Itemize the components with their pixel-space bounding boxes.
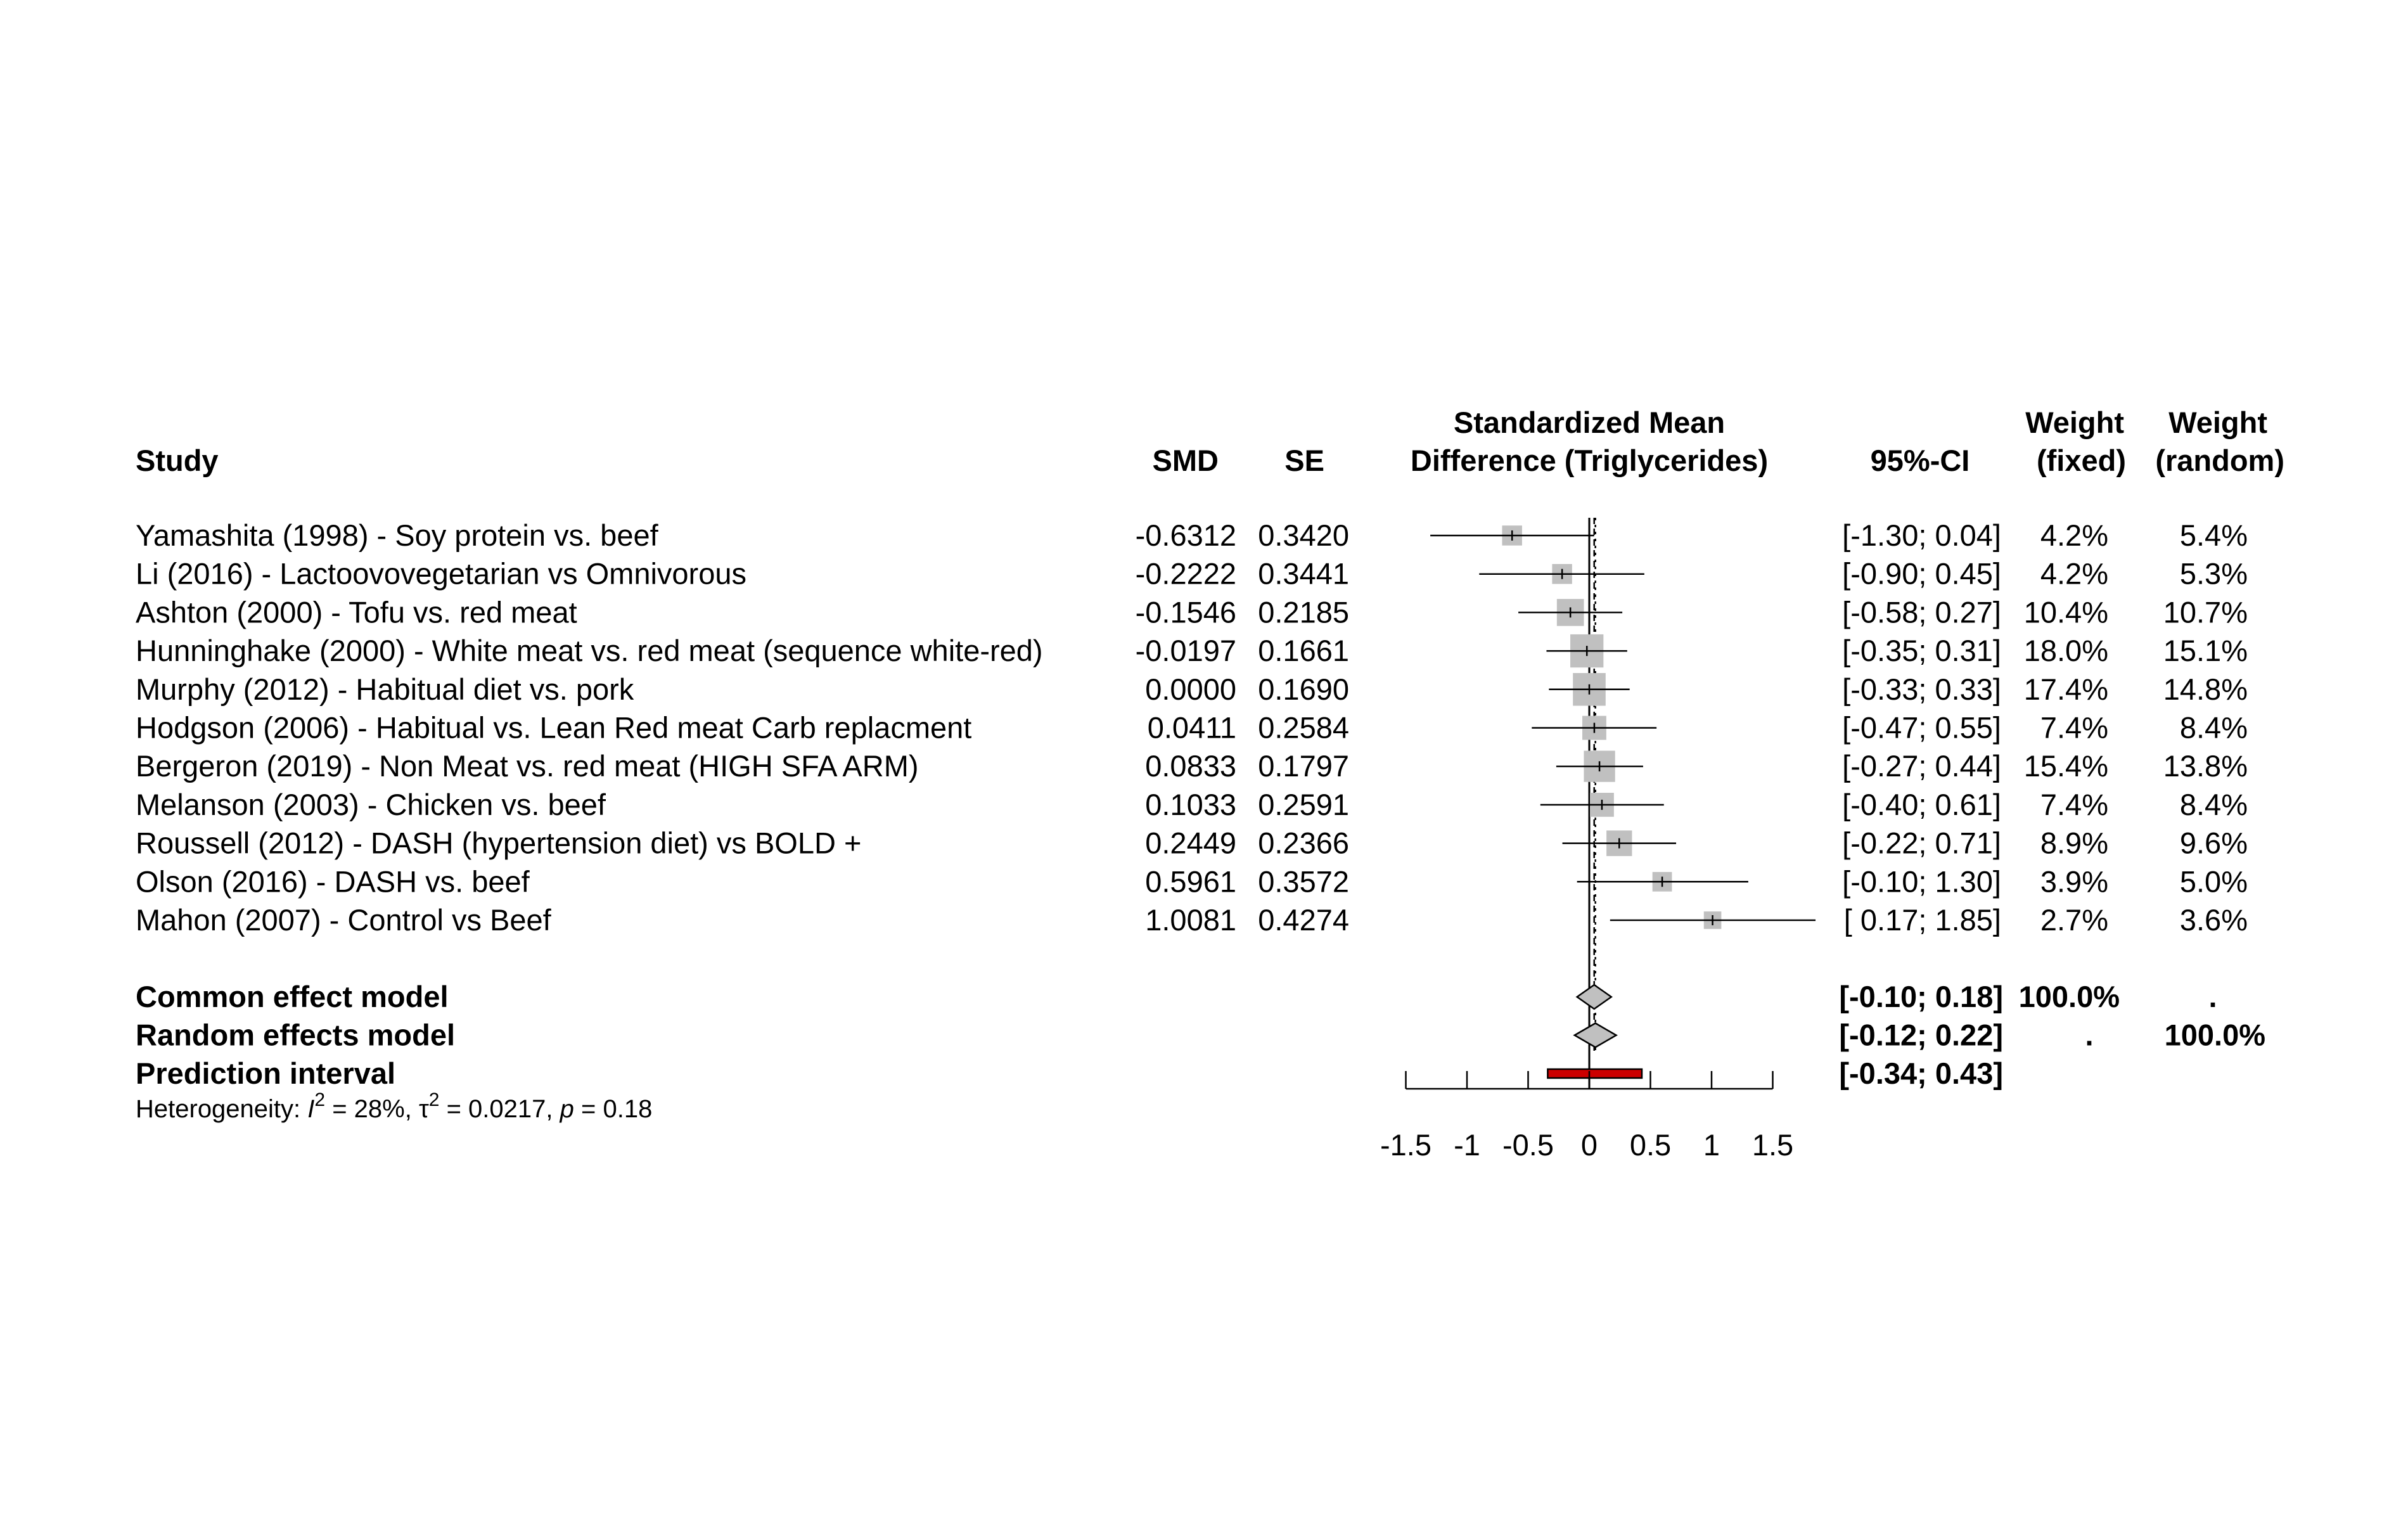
ci-value: [-0.90; 0.45] xyxy=(1842,556,2001,591)
smd-value: 0.0833 xyxy=(1145,749,1236,783)
header-effect-line1: Standardized Mean xyxy=(1453,406,1726,439)
se-value: 0.3441 xyxy=(1258,556,1349,591)
weight-fixed-value: 2.7% xyxy=(2040,903,2108,937)
se-value: 0.1797 xyxy=(1258,749,1349,783)
weight-random-value: 8.4% xyxy=(2179,787,2248,821)
x-tick-label: -1 xyxy=(1454,1128,1480,1162)
prediction-interval-bar xyxy=(1547,1069,1642,1078)
plot-area xyxy=(1380,518,1816,1162)
x-tick-label: 1.5 xyxy=(1752,1128,1794,1162)
weight-random-value: 5.0% xyxy=(2179,864,2248,899)
heterogeneity-text xyxy=(136,1089,652,1123)
summary-label: Random effects model xyxy=(136,1018,456,1052)
smd-value: 0.5961 xyxy=(1145,864,1236,899)
x-tick-label: -1.5 xyxy=(1380,1128,1431,1162)
study-name: Olson (2016) - DASH vs. beef xyxy=(136,864,530,899)
ci-value: [-0.10; 1.30] xyxy=(1842,864,2001,899)
ci-value: [-0.33; 0.33] xyxy=(1842,672,2001,706)
weight-fixed-value: 10.4% xyxy=(2023,595,2108,629)
summary-diamond xyxy=(1575,1024,1617,1048)
weight-random-value: 14.8% xyxy=(2163,672,2248,706)
header-row xyxy=(136,406,2284,477)
het-tau-value: = 0.0217, xyxy=(439,1095,560,1123)
x-tick-label: 1 xyxy=(1703,1128,1720,1162)
summary-weight-random: . xyxy=(2208,980,2217,1013)
study-name: Roussell (2012) - DASH (hypertension diet) vs BOLD + xyxy=(136,826,862,860)
study-name: Melanson (2003) - Chicken vs. beef xyxy=(136,787,606,821)
ci-value: [ 0.17; 1.85] xyxy=(1843,903,2001,937)
study-name: Hodgson (2006) - Habitual vs. Lean Red meat Carb replacment xyxy=(136,710,972,745)
weight-random-value: 3.6% xyxy=(2179,903,2248,937)
het-p-letter: p xyxy=(560,1095,574,1123)
header-weight-random-line2: (random) xyxy=(2155,444,2284,477)
study-rows xyxy=(136,518,2265,1090)
weight-fixed-value: 8.9% xyxy=(2040,826,2108,860)
smd-value: 0.0000 xyxy=(1145,672,1236,706)
weight-random-value: 10.7% xyxy=(2163,595,2248,629)
weight-fixed-value: 4.2% xyxy=(2040,518,2108,552)
header-study: Study xyxy=(136,444,219,477)
het-tau-letter: τ xyxy=(418,1095,429,1123)
het-tau-sup: 2 xyxy=(428,1089,440,1110)
study-name: Hunninghake (2000) - White meat vs. red meat (sequence white-red) xyxy=(136,634,1043,668)
se-value: 0.2366 xyxy=(1258,826,1349,860)
ci-value: [-0.40; 0.61] xyxy=(1842,787,2001,821)
study-name: Bergeron (2019) - Non Meat vs. red meat (HIGH SFA ARM) xyxy=(136,749,919,783)
se-value: 0.3572 xyxy=(1258,864,1349,899)
summary-weight-fixed: . xyxy=(2085,1018,2094,1052)
smd-value: -0.1546 xyxy=(1135,595,1236,629)
smd-value: -0.0197 xyxy=(1135,634,1236,668)
weight-fixed-value: 7.4% xyxy=(2040,787,2108,821)
study-name: Yamashita (1998) - Soy protein vs. beef xyxy=(136,518,658,552)
weight-fixed-value: 4.2% xyxy=(2040,556,2108,591)
header-smd: SMD xyxy=(1152,444,1219,477)
weight-random-value: 8.4% xyxy=(2179,710,2248,745)
se-value: 0.1690 xyxy=(1258,672,1349,706)
ci-value: [-0.22; 0.71] xyxy=(1842,826,2001,860)
se-value: 0.1661 xyxy=(1258,634,1349,668)
weight-random-value: 15.1% xyxy=(2163,634,2248,668)
weight-fixed-value: 18.0% xyxy=(2023,634,2108,668)
smd-value: 0.1033 xyxy=(1145,787,1236,821)
weight-fixed-value: 15.4% xyxy=(2023,749,2108,783)
header-weight-random-line1: Weight xyxy=(2168,406,2267,439)
header-ci: 95%-CI xyxy=(1870,444,1970,477)
prediction-ci-value: [-0.34; 0.43] xyxy=(1839,1056,2003,1090)
summary-weight-fixed: 100.0% xyxy=(2018,980,2120,1013)
study-name: Mahon (2007) - Control vs Beef xyxy=(136,903,551,937)
study-name: Murphy (2012) - Habitual diet vs. pork xyxy=(136,672,634,706)
ci-value: [-0.35; 0.31] xyxy=(1842,634,2001,668)
smd-value: 1.0081 xyxy=(1145,903,1236,937)
se-value: 0.4274 xyxy=(1258,903,1349,937)
summary-diamond xyxy=(1577,985,1611,1009)
weight-random-value: 5.3% xyxy=(2179,556,2248,591)
weight-random-value: 5.4% xyxy=(2179,518,2248,552)
se-value: 0.2591 xyxy=(1258,787,1349,821)
ci-value: [-0.27; 0.44] xyxy=(1842,749,2001,783)
study-name: Li (2016) - Lactoovovegetarian vs Omnivorous xyxy=(136,556,746,591)
weight-random-value: 13.8% xyxy=(2163,749,2248,783)
weight-fixed-value: 3.9% xyxy=(2040,864,2108,899)
weight-random-value: 9.6% xyxy=(2179,826,2248,860)
header-weight-fixed-line1: Weight xyxy=(2025,406,2124,439)
header-se: SE xyxy=(1284,444,1324,477)
ci-value: [-1.30; 0.04] xyxy=(1842,518,2001,552)
study-name: Ashton (2000) - Tofu vs. red meat xyxy=(136,595,577,629)
prediction-label: Prediction interval xyxy=(136,1056,396,1090)
smd-value: 0.2449 xyxy=(1145,826,1236,860)
summary-weight-random: 100.0% xyxy=(2164,1018,2265,1052)
ci-value: [-0.58; 0.27] xyxy=(1842,595,2001,629)
summary-ci-value: [-0.12; 0.22] xyxy=(1839,1018,2003,1052)
summary-label: Common effect model xyxy=(136,980,449,1013)
header-weight-fixed-line2: (fixed) xyxy=(2037,444,2126,477)
se-value: 0.3420 xyxy=(1258,518,1349,552)
het-label: Heterogeneity: xyxy=(136,1095,308,1123)
header-effect-line2: Difference (Triglycerides) xyxy=(1410,444,1769,477)
weight-fixed-value: 17.4% xyxy=(2023,672,2108,706)
smd-value: -0.2222 xyxy=(1135,556,1236,591)
smd-value: -0.6312 xyxy=(1135,518,1236,552)
het-i2-letter: I xyxy=(307,1095,315,1123)
summary-ci-value: [-0.10; 0.18] xyxy=(1839,980,2003,1013)
x-tick-label: 0 xyxy=(1580,1128,1598,1162)
smd-value: 0.0411 xyxy=(1147,710,1236,745)
x-tick-label: -0.5 xyxy=(1502,1128,1554,1162)
se-value: 0.2584 xyxy=(1258,710,1349,745)
weight-fixed-value: 7.4% xyxy=(2040,710,2108,745)
se-value: 0.2185 xyxy=(1258,595,1349,629)
x-tick-label: 0.5 xyxy=(1629,1128,1672,1162)
het-i2-value: = 28%, xyxy=(325,1095,419,1123)
het-p-value: = 0.18 xyxy=(573,1095,653,1123)
ci-value: [-0.47; 0.55] xyxy=(1842,710,2001,745)
het-i2-sup: 2 xyxy=(314,1089,326,1110)
